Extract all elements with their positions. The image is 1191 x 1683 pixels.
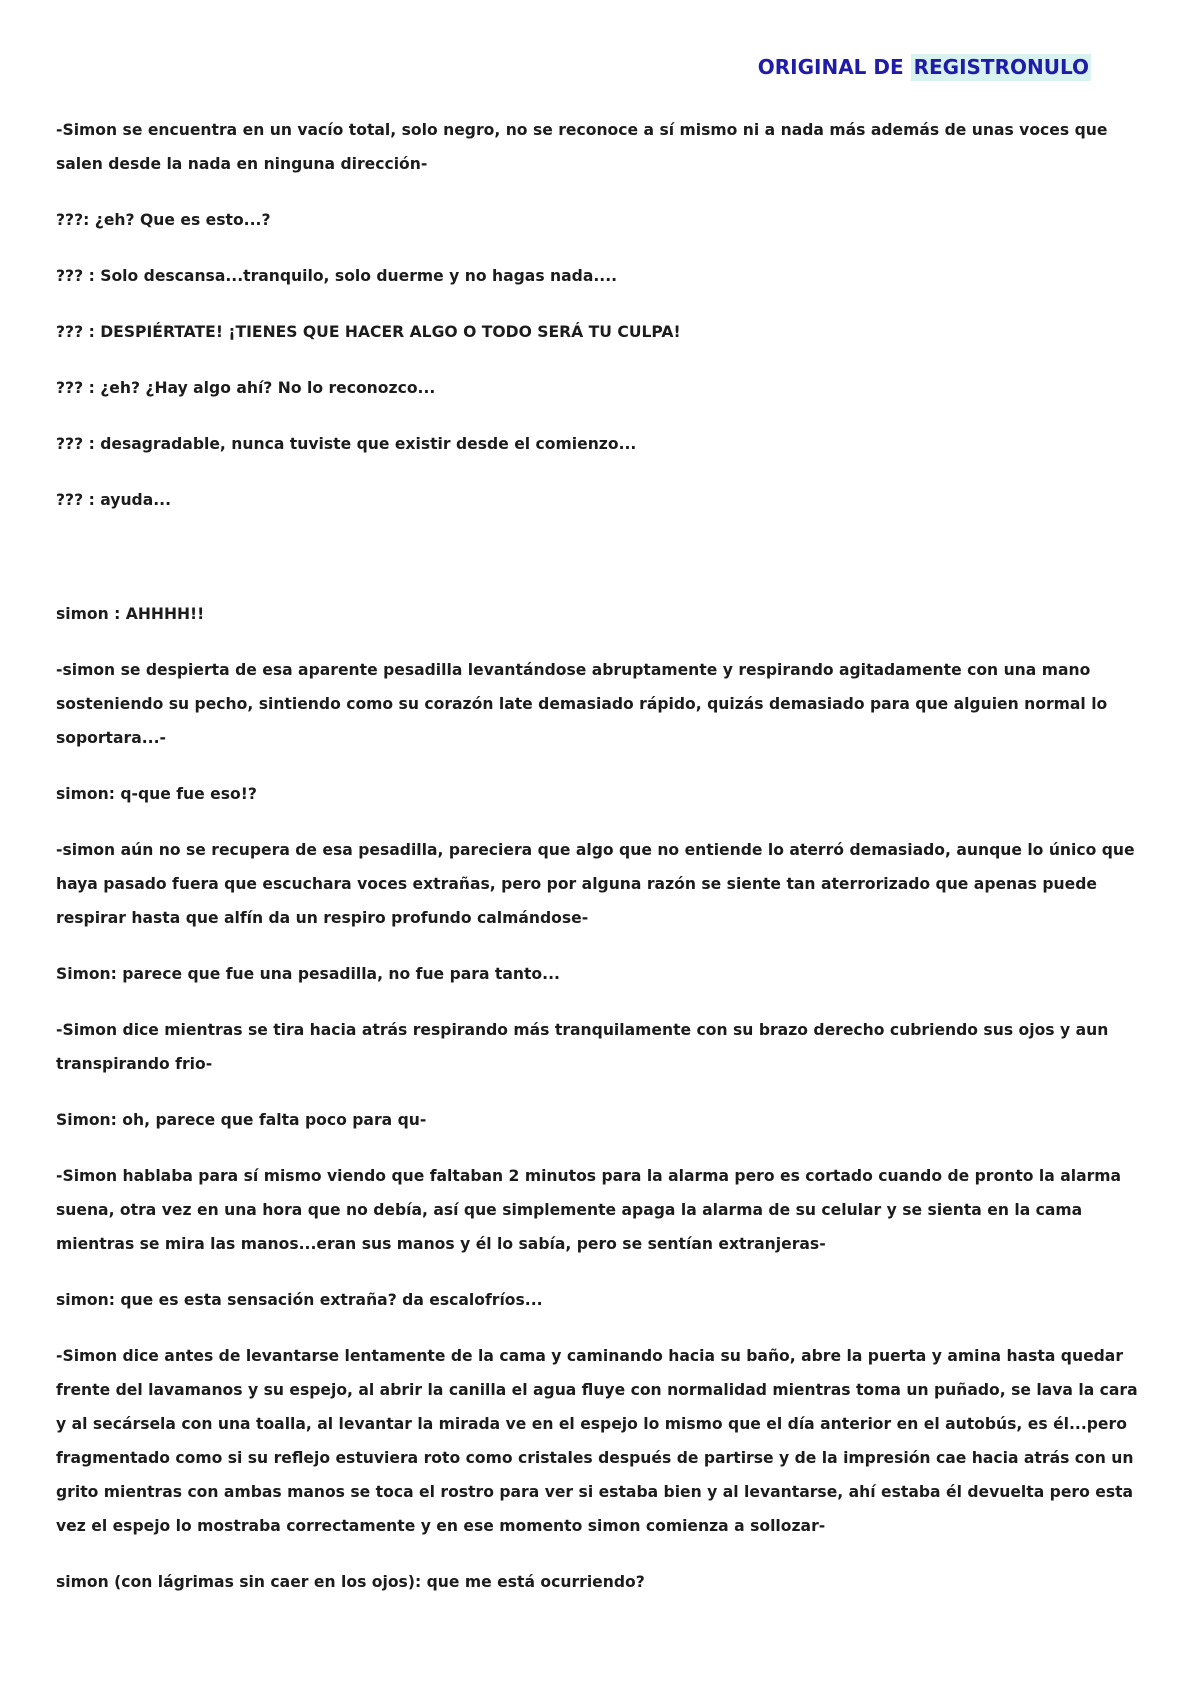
dialogue-line: ??? : Solo descansa...tranquilo, solo duerme y no hagas nada.... bbox=[56, 267, 618, 285]
narration-paragraph: -simon se despierta de esa aparente pesadilla levantándose abruptamente y respirando agitadamente con una mano sosteniendo su pecho, sintiendo como su corazón late demasiado rápido, quizás demasiado para que alguien normal lo soportara...- bbox=[56, 661, 1108, 747]
document-header bbox=[758, 55, 1091, 79]
section-spacer bbox=[56, 539, 1141, 597]
dialogue-line: Simon: parece que fue una pesadilla, no fue para tanto... bbox=[56, 965, 560, 983]
narration-paragraph: -Simon hablaba para sí mismo viendo que faltaban 2 minutos para la alarma pero es cortado cuando de pronto la alarma suena, otra vez en una hora que no debía, así que simplemente apaga la alarma de su celular y se sienta en la cama mientras se mira las manos...eran sus manos y él lo sabía, pero se sentían extranjeras- bbox=[56, 1167, 1122, 1253]
dialogue-line: ???: ¿eh? Que es esto...? bbox=[56, 211, 271, 229]
header-prefix: ORIGINAL DE bbox=[757, 55, 911, 79]
dialogue-line: Simon: oh, parece que falta poco para qu- bbox=[56, 1111, 427, 1129]
narration-paragraph: -Simon dice antes de levantarse lentamente de la cama y caminando hacia su baño, abre la puerta y amina hasta quedar frente del lavamanos y su espejo, al abrir la canilla el agua fluye con normalidad mientras toma un puñado, se lava la cara y al secársela con una toalla, al levantar la mirada ve en el espejo lo mismo que el día anterior en el autobús, es él...pero fragmentado como si su reflejo estuviera roto como cristales después de partirse y de la impresión cae hacia atrás con un grito mientras con ambas manos se toca el rostro para ver si estaba bien y al levantarse, ahí estaba él devuelta pero esta vez el espejo lo mostraba correctamente y en ese momento simon comienza a sollozar- bbox=[56, 1347, 1138, 1535]
dialogue-line: ??? : ayuda... bbox=[56, 491, 171, 509]
narration-paragraph: -simon aún no se recupera de esa pesadilla, pareciera que algo que no entiende lo aterró demasiado, aunque lo único que haya pasado fuera que escuchara voces extrañas, pero por alguna razón se siente tan aterrorizado que apenas puede respirar hasta que alfín da un respiro profundo calmándose- bbox=[56, 841, 1135, 927]
dialogue-line: simon: q-que fue eso!? bbox=[56, 785, 257, 803]
document-body bbox=[56, 113, 1141, 1621]
header-author-highlight: REGISTRONULO bbox=[911, 54, 1091, 81]
dialogue-line: ??? : desagradable, nunca tuviste que existir desde el comienzo... bbox=[56, 435, 637, 453]
narration-paragraph: -Simon dice mientras se tira hacia atrás respirando más tranquilamente con su brazo derecho cubriendo sus ojos y aun transpirando frio- bbox=[56, 1021, 1109, 1073]
dialogue-line: simon: que es esta sensación extraña? da escalofríos... bbox=[56, 1291, 543, 1309]
dialogue-line: simon (con lágrimas sin caer en los ojos): que me está ocurriendo? bbox=[56, 1573, 645, 1591]
narration-paragraph: -Simon se encuentra en un vacío total, solo negro, no se reconoce a sí mismo ni a nada más además de unas voces que salen desde la nada en ninguna dirección- bbox=[56, 121, 1108, 173]
dialogue-line: simon : AHHHH!! bbox=[56, 605, 205, 623]
dialogue-line: ??? : DESPIÉRTATE! ¡TIENES QUE HACER ALGO O TODO SERÁ TU CULPA! bbox=[56, 323, 681, 341]
dialogue-line: ??? : ¿eh? ¿Hay algo ahí? No lo reconozco... bbox=[56, 379, 436, 397]
